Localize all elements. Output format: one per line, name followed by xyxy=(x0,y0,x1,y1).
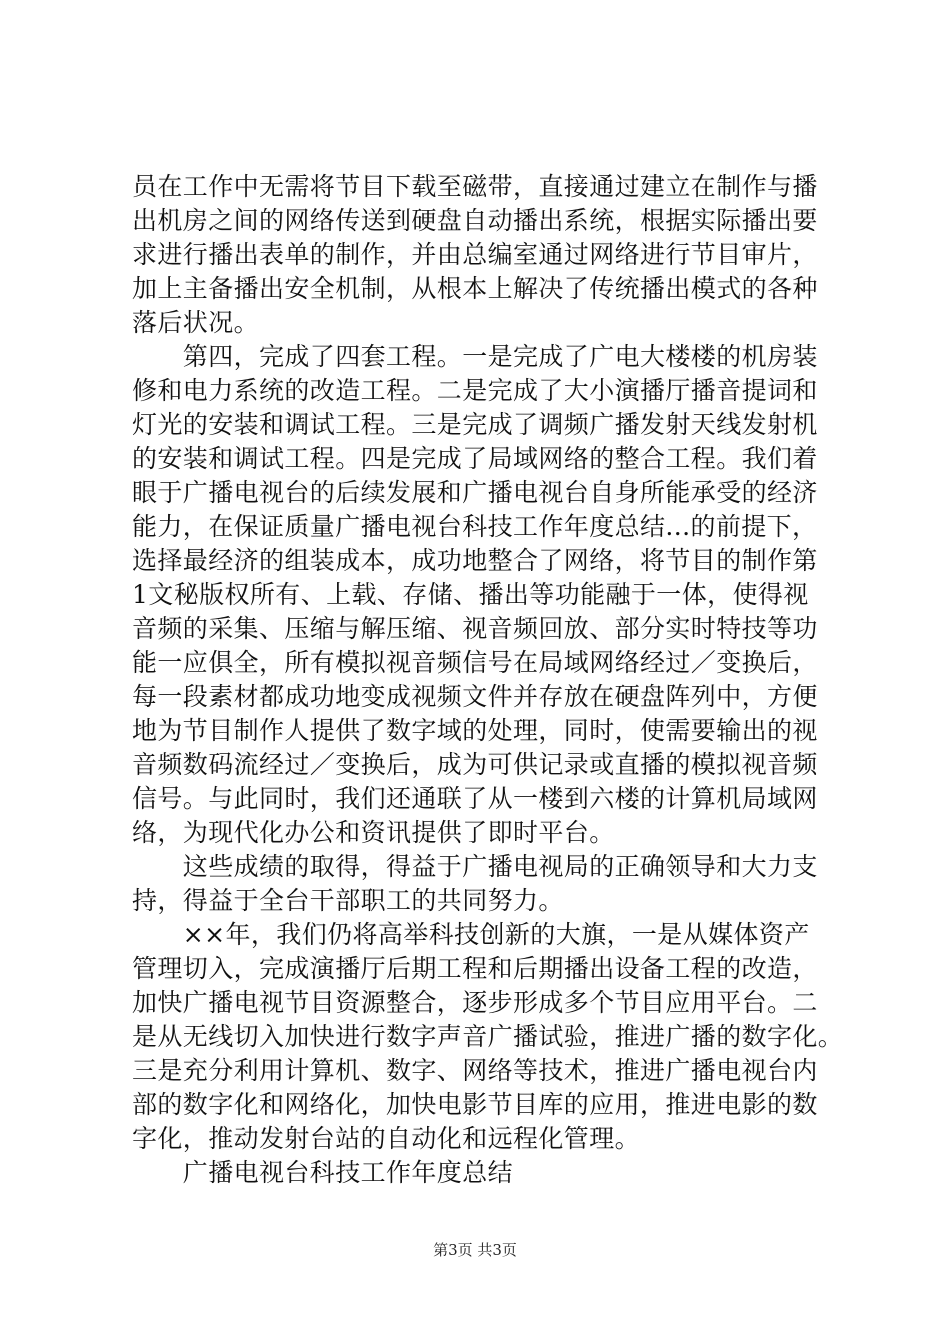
text-line: 音频数码流经过／变换后，成为可供记录或直播的模拟视音频 xyxy=(132,750,818,779)
text-line: 音频的采集、压缩与解压缩、视音频回放、部分实时特技等功 xyxy=(132,614,818,643)
text-line: 每一段素材都成功地变成视频文件并存放在硬盘阵列中，方便 xyxy=(132,682,818,711)
text-line: 灯光的安装和调试工程。三是完成了调频广播发射天线发射机 xyxy=(132,410,818,439)
text-line: 管理切入，完成演播厅后期工程和后期播出设备工程的改造， xyxy=(132,954,818,983)
text-line: 求进行播出表单的制作，并由总编室通过网络进行节目审片， xyxy=(132,240,818,269)
text-line: 眼于广播电视台的后续发展和广播电视台自身所能承受的经济 xyxy=(132,478,818,507)
text-line: 员在工作中无需将节目下载至磁带，直接通过建立在制作与播 xyxy=(132,172,818,201)
text-line: 广播电视台科技工作年度总结 xyxy=(132,1158,514,1187)
page-number-footer: 第3页 共3页 xyxy=(433,1241,517,1259)
text-line: 字化，推动发射台站的自动化和远程化管理。 xyxy=(132,1124,641,1153)
text-line: 这些成绩的取得，得益于广播电视局的正确领导和大力支 xyxy=(132,852,818,881)
text-line: 能一应俱全，所有模拟视音频信号在局域网络经过／变换后， xyxy=(132,648,818,677)
text-line: 1文秘版权所有、上载、存储、播出等功能融于一体，使得视 xyxy=(132,580,809,609)
text-line: 加快广播电视节目资源整合，逐步形成多个节目应用平台。二 xyxy=(132,988,818,1017)
text-line: 信号。与此同时，我们还通联了从一楼到六楼的计算机局域网 xyxy=(132,784,818,813)
document-body xyxy=(132,170,844,1190)
text-line: ××年，我们仍将高举科技创新的大旗，一是从媒体资产 xyxy=(132,920,810,949)
text-line: 的安装和调试工程。四是完成了局域网络的整合工程。我们着 xyxy=(132,444,818,473)
text-line: 部的数字化和网络化，加快电影节目库的应用，推进电影的数 xyxy=(132,1090,818,1119)
text-line: 修和电力系统的改造工程。二是完成了大小演播厅播音提词和 xyxy=(132,376,818,405)
text-line: 络，为现代化办公和资讯提供了即时平台。 xyxy=(132,818,615,847)
text-line: 是从无线切入加快进行数字声音广播试验，推进广播的数字化。 xyxy=(132,1022,844,1051)
text-line: 能力，在保证质量广播电视台科技工作年度总结...的前提下， xyxy=(132,512,818,541)
text-line: 落后状况。 xyxy=(132,308,260,337)
text-line: 加上主备播出安全机制，从根本上解决了传统播出模式的各种 xyxy=(132,274,818,303)
text-line: 三是充分利用计算机、数字、网络等技术，推进广播电视台内 xyxy=(132,1056,818,1085)
text-line: 地为节目制作人提供了数字域的处理，同时，使需要输出的视 xyxy=(132,716,818,745)
text-line: 出机房之间的网络传送到硬盘自动播出系统，根据实际播出要 xyxy=(132,206,818,235)
text-line: 第四，完成了四套工程。一是完成了广电大楼楼的机房装 xyxy=(132,342,818,371)
text-line: 持，得益于全台干部职工的共同努力。 xyxy=(132,886,564,915)
text-line: 选择最经济的组装成本，成功地整合了网络，将节目的制作第 xyxy=(132,546,818,575)
